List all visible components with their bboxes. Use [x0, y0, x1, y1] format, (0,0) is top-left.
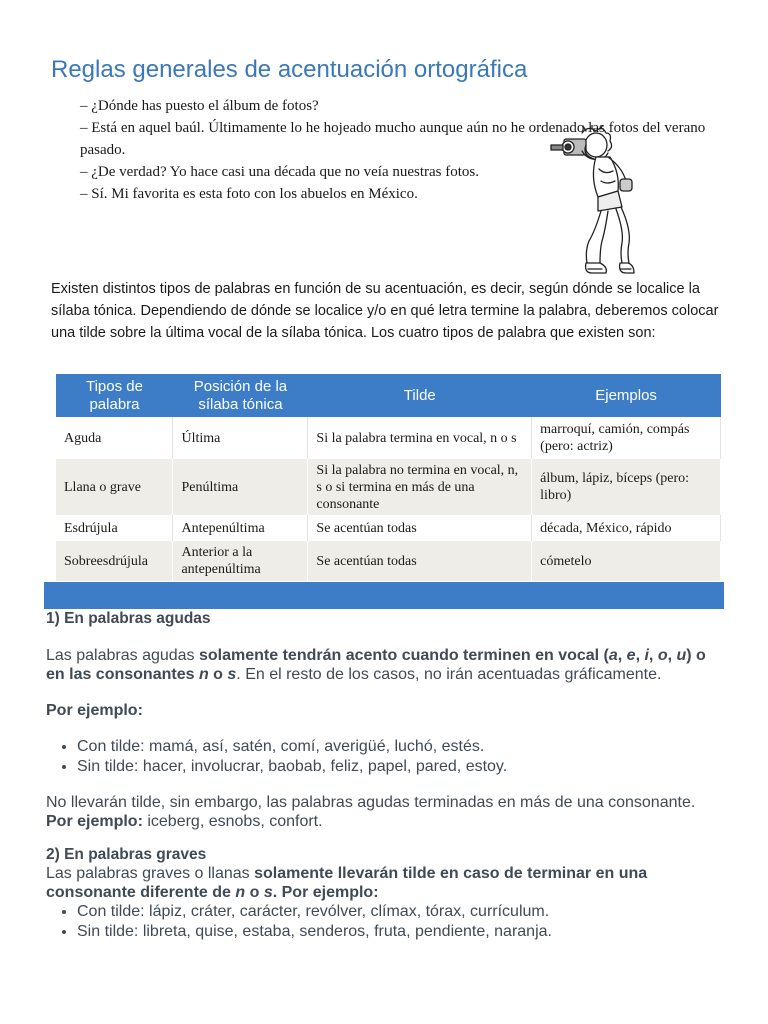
- table-cell-position: Penúltima: [173, 459, 308, 515]
- dialog-line: – Está en aquel baúl. Últimamente lo he hojeado mucho aunque aún no he ordenado las fotos del verano pasado.: [80, 120, 706, 158]
- table-cell-tilde: Se acentúan todas: [308, 515, 532, 541]
- text: Por ejemplo:: [46, 813, 143, 830]
- text: Las palabras agudas: [46, 647, 199, 664]
- section-divider-bar: [44, 582, 724, 609]
- table-cell-position: Última: [173, 417, 308, 459]
- table-cell-position: Anterior a la antepenúltima: [173, 541, 308, 581]
- list-item: • Con tilde: mamá, así, satén, comí, averigüé, luchó, estés.: [77, 737, 726, 757]
- table-cell-tilde: Si la palabra termina en vocal, n o s: [308, 417, 532, 459]
- table-cell-tilde: Se acentúan todas: [308, 541, 532, 581]
- bullet-list: [46, 902, 726, 941]
- text: solamente llevarán tilde en caso de terminar en una consonante diferente de: [46, 865, 648, 901]
- table-cell-type: Aguda: [56, 417, 173, 459]
- table-cell-type: Llana o grave: [56, 459, 173, 515]
- text: . En el resto de los casos, no irán acentuadas gráficamente.: [236, 666, 662, 683]
- text: Por ejemplo:: [46, 702, 143, 719]
- text: No llevarán tilde, sin embargo, las palabras agudas terminadas en más de una consonante.: [46, 794, 696, 811]
- page-title: Reglas generales de acentuación ortográfica: [51, 56, 528, 83]
- text: s: [263, 884, 273, 901]
- table-cell-examples: década, México, rápido: [532, 515, 721, 541]
- table-cell-examples: marroquí, camión, compás (pero: actriz): [532, 417, 721, 459]
- text: o: [657, 647, 668, 664]
- table-header: Posición de la sílaba tónica: [173, 374, 308, 417]
- table-row: [56, 459, 721, 515]
- text: a: [608, 647, 618, 664]
- text: s: [227, 666, 237, 683]
- photographer-illustration: [546, 125, 636, 280]
- list-item: • Sin tilde: libreta, quise, estaba, senderos, fruta, pendiente, naranja.: [77, 922, 726, 942]
- table-cell-examples: cómetelo: [532, 541, 721, 581]
- table-row: [56, 541, 721, 581]
- table-header-row: [56, 374, 721, 417]
- text: solamente tendrán acento cuando terminen en vocal (: [199, 647, 609, 664]
- paragraph: [46, 793, 726, 831]
- table-row: [56, 515, 721, 541]
- dialog-line: – ¿De verdad? Yo hace casi una década que no veía nuestras fotos.: [80, 164, 480, 180]
- bullet-list: [46, 737, 726, 776]
- text: e: [626, 647, 636, 664]
- accent-rules-table: [56, 374, 721, 581]
- table-cell-type: Sobreesdrújula: [56, 541, 173, 581]
- text: i: [644, 647, 649, 664]
- paragraph: [46, 701, 726, 720]
- table-header: Tilde: [308, 374, 532, 417]
- section-heading: 1) En palabras agudas: [46, 610, 211, 627]
- list-item: • Sin tilde: hacer, involucrar, baobab, feliz, papel, pared, estoy.: [77, 757, 726, 777]
- table-cell-type: Esdrújula: [56, 515, 173, 541]
- list-item: • Con tilde: lápiz, cráter, carácter, revólver, clímax, tórax, currículum.: [77, 902, 726, 922]
- table-header: Tipos de palabra: [56, 374, 173, 417]
- table-cell-position: Antepenúltima: [173, 515, 308, 541]
- paragraph: [46, 864, 726, 902]
- table-cell-tilde: Si la palabra no termina en vocal, n, s o si termina en más de una consonante: [308, 459, 532, 515]
- text: Las palabras graves o llanas: [46, 865, 255, 882]
- table-cell-examples: álbum, lápiz, bíceps (pero: libro): [532, 459, 721, 515]
- text: . Por ejemplo:: [272, 884, 379, 901]
- text: n: [235, 884, 246, 901]
- text: iceberg, esnobs, confort.: [142, 813, 323, 830]
- paragraph: Las palabras agudas solamente tendrán acento cuando terminen en vocal (a, e, i, o, u) o en las consonantes n o s. En el resto de los casos, no irán acentuadas gráficamente.: [46, 647, 706, 683]
- intro-paragraph: Existen distintos tipos de palabras en función de su acentuación, es decir, según dónde se localice la sílaba tónica. Dependiendo de dónde se localice y/o en qué letra termine la palabra, deberemos colocar una tilde sobre la última vocal de la sílaba tónica. Los cuatro tipos de palabra que existen son:: [51, 281, 719, 341]
- text: o: [208, 666, 228, 683]
- table-row: [56, 417, 721, 459]
- dialog-line: – Sí. Mi favorita es esta foto con los abuelos en México.: [80, 186, 418, 202]
- text: o: [245, 884, 264, 901]
- section-heading: 2) En palabras graves: [46, 846, 207, 863]
- dialog-line: – ¿Dónde has puesto el álbum de fotos?: [80, 98, 319, 114]
- content: [46, 608, 726, 941]
- text: u: [676, 647, 687, 664]
- table-header: Ejemplos: [532, 374, 721, 417]
- text: ) o en las consonantes: [46, 647, 706, 683]
- text: n: [198, 666, 209, 683]
